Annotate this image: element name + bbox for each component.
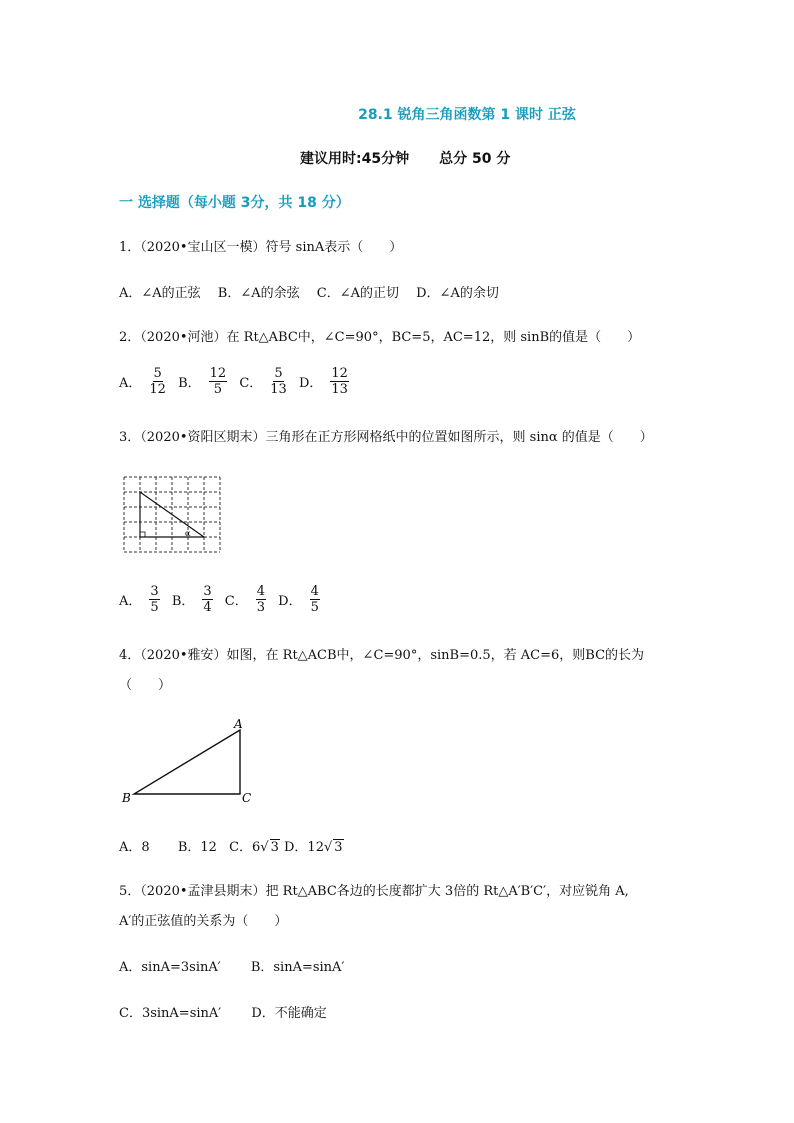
question-3-stem: 3．（2020•资阳区期末）三角形在正方形网格纸中的位置如图所示，则 sinα 的值是（ ） (119, 430, 653, 445)
question-5-options-2: C．3sinA=sinA′ D．不能确定 (119, 1006, 327, 1021)
suggested-time: 建议用时:45分钟 (300, 151, 410, 167)
right-angle-mark (140, 532, 145, 537)
question-2-stem: 2．（2020•河池）在 Rt△ABC中，∠C=90°，BC=5，AC=12，则 sinB的值是（ ） (119, 330, 641, 345)
q3-option-c: C． $\frac{4}{3}$ (224, 584, 266, 615)
vertex-a-label: A (234, 717, 243, 731)
page-title: 28.1 锐角三角函数第 1 课时 正弦 (358, 107, 576, 123)
question-1-stem: 1．（2020•宝山区一模）符号 sinA表示（ ） (119, 240, 403, 255)
q2-option-c: C． $\frac{5}{13}$ (239, 366, 287, 397)
question-4-stem: 4．（2020•雅安）如图，在 Rt△ACB中，∠C=90°，sinB=0.5，若 AC=6，则BC的长为 (119, 648, 645, 663)
q4-option-c: C．6√ 3 (229, 840, 280, 855)
total-score: 总分 50 分 (439, 151, 511, 167)
exam-meta (300, 148, 510, 168)
question-2-options (119, 366, 357, 397)
q4-option-d: D．12√ 3 (284, 840, 344, 855)
q3-option-b: B． $\frac{3}{4}$ (171, 584, 212, 615)
question-4-options (119, 836, 344, 855)
question-5-options-1: A．sinA=3sinA′ B．sinA=sinA′ (119, 960, 345, 975)
q4-option-b: B．12 (177, 840, 217, 855)
alpha-label: α (185, 529, 191, 538)
q4-option-a: A．8 (119, 840, 150, 855)
question-3-options (119, 584, 328, 615)
q2-option-d: D． $\frac{12}{13}$ (298, 366, 348, 397)
vertex-c-label: C (242, 791, 252, 805)
q2-option-a: A． $\frac{5}{12}$ (119, 366, 166, 397)
question-5-stem-cont: A′的正弦值的关系为（ ） (119, 914, 288, 929)
q3-option-d: D． $\frac{4}{5}$ (278, 584, 319, 615)
triangle-acb (134, 730, 240, 794)
question-4-stem-cont: （ ） (119, 678, 172, 693)
grid-triangle-figure (123, 476, 221, 554)
q2-option-b: B． $\frac{12}{5}$ (178, 366, 227, 397)
vertex-b-label: B (122, 791, 131, 805)
q3-option-a: A． $\frac{3}{5}$ (119, 584, 159, 615)
right-triangle-figure (116, 714, 266, 806)
question-1-options: A．∠A的正弦 B．∠A的余弦 C．∠A的正切 D．∠A的余切 (119, 286, 499, 301)
section-heading: 一 选择题（每小题 3分，共 18 分） (119, 195, 350, 211)
question-5-stem: 5．（2020•孟津县期末）把 Rt△ABC各边的长度都扩大 3倍的 Rt△A′B′C′，对应锐角 A, (119, 884, 629, 899)
